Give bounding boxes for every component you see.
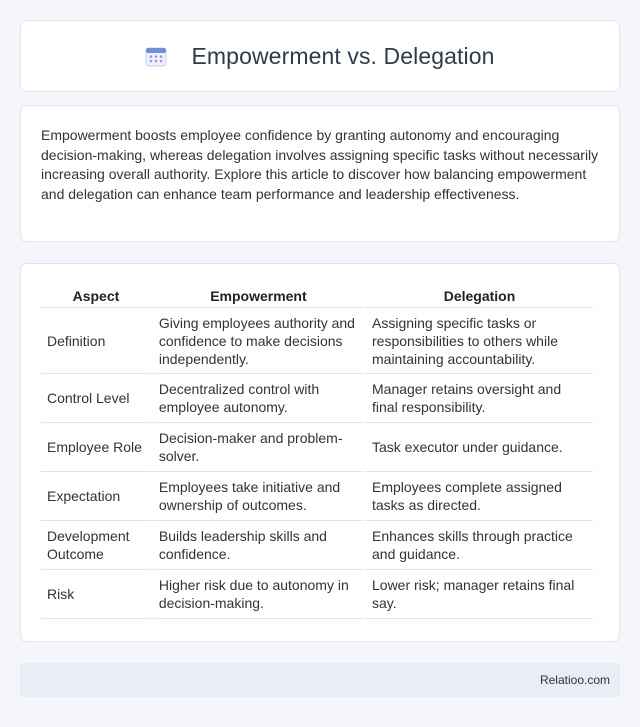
delegation-cell: Task executor under guidance. bbox=[366, 423, 593, 472]
table-header-row bbox=[41, 284, 593, 308]
intro-paragraph: Empowerment boosts employee confidence by granting autonomy and encouraging decision-making, whereas delegation involves assigning specific tasks without necessarily increasing overall authority. Explore this article to discover how balancing empowerment and delegation can enhance team performance and leadership effectiveness. bbox=[41, 127, 599, 202]
table-row bbox=[41, 521, 593, 570]
comparison-table bbox=[39, 284, 595, 619]
empowerment-cell: Giving employees authority and confidence to make decisions independently. bbox=[153, 308, 364, 374]
empowerment-cell: Decentralized control with employee autonomy. bbox=[153, 374, 364, 423]
calendar-icon bbox=[145, 45, 167, 67]
aspect-cell: Control Level bbox=[41, 374, 151, 423]
comparison-table-card bbox=[20, 263, 620, 642]
page-title: Empowerment vs. Delegation bbox=[191, 42, 495, 69]
table-row bbox=[41, 374, 593, 423]
table-row bbox=[41, 472, 593, 521]
aspect-cell: Expectation bbox=[41, 472, 151, 521]
header-empowerment: Empowerment bbox=[153, 284, 364, 308]
table-row bbox=[41, 570, 593, 619]
header-delegation: Delegation bbox=[366, 284, 593, 308]
intro-card bbox=[20, 105, 620, 242]
aspect-cell: Risk bbox=[41, 570, 151, 619]
aspect-cell: Employee Role bbox=[41, 423, 151, 472]
aspect-cell: Definition bbox=[41, 308, 151, 374]
table-row bbox=[41, 423, 593, 472]
empowerment-cell: Decision-maker and problem-solver. bbox=[153, 423, 364, 472]
delegation-cell: Assigning specific tasks or responsibilities to others while maintaining accountability. bbox=[366, 308, 593, 374]
title-card bbox=[20, 20, 620, 92]
delegation-cell: Lower risk; manager retains final say. bbox=[366, 570, 593, 619]
empowerment-cell: Builds leadership skills and confidence. bbox=[153, 521, 364, 570]
empowerment-cell: Employees take initiative and ownership of outcomes. bbox=[153, 472, 364, 521]
empowerment-cell: Higher risk due to autonomy in decision-making. bbox=[153, 570, 364, 619]
delegation-cell: Enhances skills through practice and guidance. bbox=[366, 521, 593, 570]
footer-site-name: Relatioo.com bbox=[539, 673, 610, 687]
delegation-cell: Employees complete assigned tasks as directed. bbox=[366, 472, 593, 521]
footer bbox=[20, 663, 620, 697]
header-aspect: Aspect bbox=[41, 284, 151, 308]
delegation-cell: Manager retains oversight and final responsibility. bbox=[366, 374, 593, 423]
aspect-cell: Development Outcome bbox=[41, 521, 151, 570]
table-row bbox=[41, 308, 593, 374]
